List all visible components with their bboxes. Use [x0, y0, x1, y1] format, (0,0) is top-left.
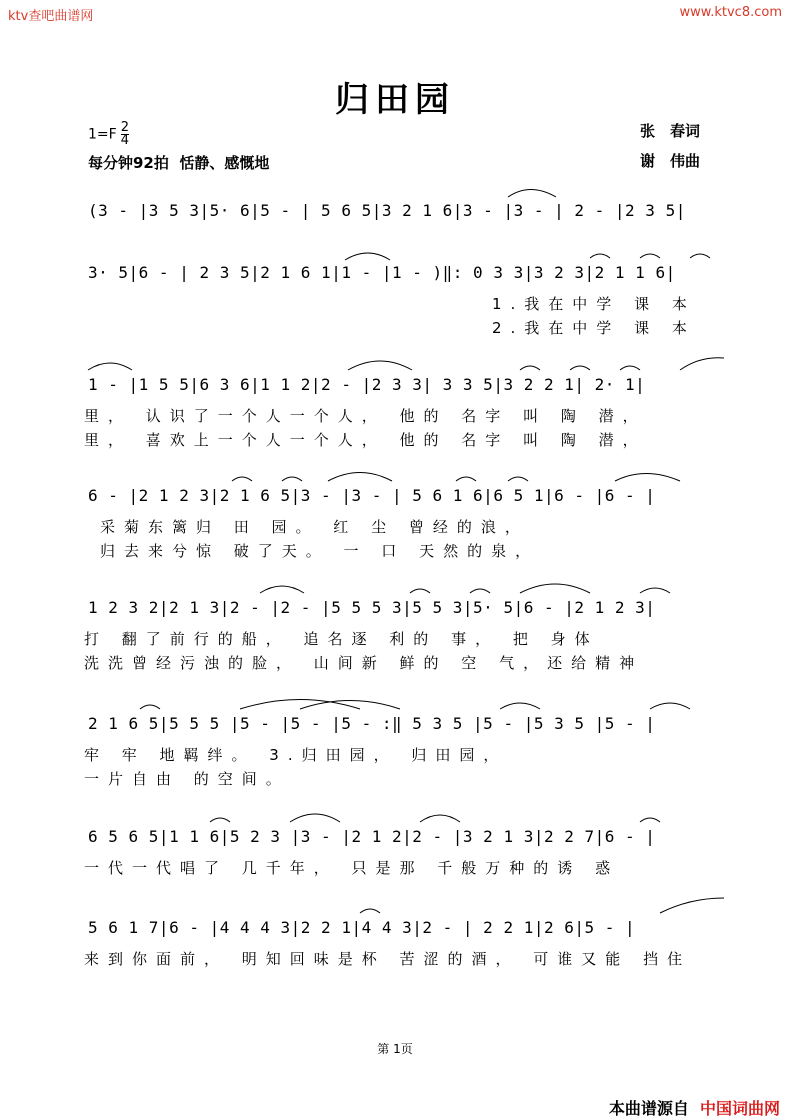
lyricist-credit: 张 春词 — [640, 122, 701, 140]
slur — [508, 190, 556, 198]
expression-text: 恬静、感慨地 — [179, 154, 270, 172]
slur — [232, 477, 252, 481]
slur — [500, 703, 540, 709]
score-row-3-lyric-2: 里， 喜欢上一个人一个人， 他的 名字 叫 陶 潜， — [84, 431, 647, 449]
time-top: 2 — [120, 120, 129, 135]
slur — [640, 254, 660, 258]
score-row-3-lyric-1: 里， 认识了一个人一个人， 他的 名字 叫 陶 潜， — [84, 407, 647, 425]
score-row-7-notes: 6 5 6 5|1 1 6|5 2 3 |3 - |2 1 2|2 - |3 2 1 3|2 2 7|6 - | — [88, 827, 656, 846]
score-row-4-notes: 6 - |2 1 2 3|2 1 6 5|3 - |3 - | 5 6 1 6|6 5 1|6 - |6 - | — [88, 486, 656, 505]
slur — [360, 909, 380, 913]
slur — [345, 253, 390, 260]
slur — [282, 477, 302, 481]
slur — [620, 366, 640, 370]
page-number: 第 1页 — [377, 1042, 413, 1056]
slur — [660, 898, 724, 913]
score-row-6-lyric-1: 牢 牢 地羁绊。 3.归田园， 归田园， — [84, 746, 508, 764]
song-title: 归田园 — [335, 80, 455, 120]
score-row-6-notes: 2 1 6 5|5 5 5 |5 - |5 - |5 - :‖ 5 3 5 |5 - |5 3 5 |5 - | — [88, 714, 656, 733]
score-row-5-lyric-1: 打 翻了前行的船， 追名逐 利的 事， 把 身体 — [84, 630, 599, 648]
score-row-3-notes: 1 - |1 5 5|6 3 6|1 1 2|2 - |2 3 3| 3 3 5|3 2 2 1| 2· 1| — [88, 375, 646, 394]
slur — [260, 586, 304, 593]
source-prefix: 本曲谱源自 — [608, 1099, 689, 1118]
score-row-2-lyric-2: 2.我在中学 课 本 — [492, 319, 696, 337]
score-row-6-lyric-2: 一片自由 的空间。 — [84, 770, 290, 788]
slur — [470, 589, 490, 593]
slur — [140, 705, 160, 709]
source-footer — [609, 1096, 780, 1119]
slur — [615, 474, 680, 482]
slur — [456, 477, 476, 481]
time-bottom: 4 — [120, 133, 129, 148]
source-site[interactable]: 中国词曲网 — [699, 1099, 780, 1118]
tempo-text: 每分钟92拍 — [88, 154, 169, 172]
score-row-1-notes: (3 - |3 5 3|5· 6|5 - | 5 6 5|3 2 1 6|3 - |3 - | 2 - |2 3 5| — [88, 201, 686, 220]
slur — [680, 358, 724, 370]
slur — [420, 815, 460, 822]
score-row-5-lyric-2: 洗洗曾经污浊的脸， 山间新 鲜的 空 气，还给精神 — [84, 654, 644, 672]
slur — [640, 818, 660, 822]
score-row-2-lyric-1: 1.我在中学 课 本 — [492, 295, 696, 313]
slur — [690, 254, 710, 258]
slur — [508, 477, 528, 481]
score-row-8-notes: 5 6 1 7|6 - |4 4 4 3|2 2 1|4 4 3|2 - | 2 2 1|2 6|5 - | — [88, 918, 636, 937]
composer-credit: 谢 伟曲 — [640, 152, 701, 170]
site-watermark-right: www.ktvc8.com — [679, 5, 782, 20]
slur — [410, 589, 430, 593]
score-row-4-lyric-2: 归去来兮惊 破了天。 一 口 天然的泉， — [100, 542, 540, 560]
slur — [88, 363, 132, 370]
key-label: 1=F — [88, 126, 117, 143]
site-watermark-left: ktv查吧曲谱网 — [8, 9, 94, 24]
slur — [348, 361, 412, 370]
slur — [570, 366, 590, 370]
slur — [640, 588, 670, 593]
slur — [300, 701, 400, 710]
score-row-4-lyric-1: 采菊东篱归 田 园。 红 尘 曾经的浪， — [100, 518, 529, 536]
score-row-2-notes: 3· 5|6 - | 2 3 5|2 1 6 1|1 - |1 - )‖: 0 3 3|3 2 3|2 1 1 6| — [88, 263, 676, 282]
slur — [590, 254, 610, 258]
score-row-7-lyric-1: 一代一代唱了 几千年， 只是那 千般万种的诱 惑 — [84, 859, 620, 877]
slur — [210, 818, 230, 822]
slur — [290, 814, 340, 822]
slur — [520, 366, 540, 370]
score-row-5-notes: 1 2 3 2|2 1 3|2 - |2 - |5 5 5 3|5 5 3|5· 5|6 - |2 1 2 3| — [88, 598, 656, 617]
slur — [520, 584, 590, 593]
slur — [650, 703, 690, 709]
score-row-8-lyric-1: 来到你面前， 明知回味是杯 苦涩的酒， 可谁又能 挡住 — [84, 950, 692, 968]
slur — [328, 473, 392, 482]
